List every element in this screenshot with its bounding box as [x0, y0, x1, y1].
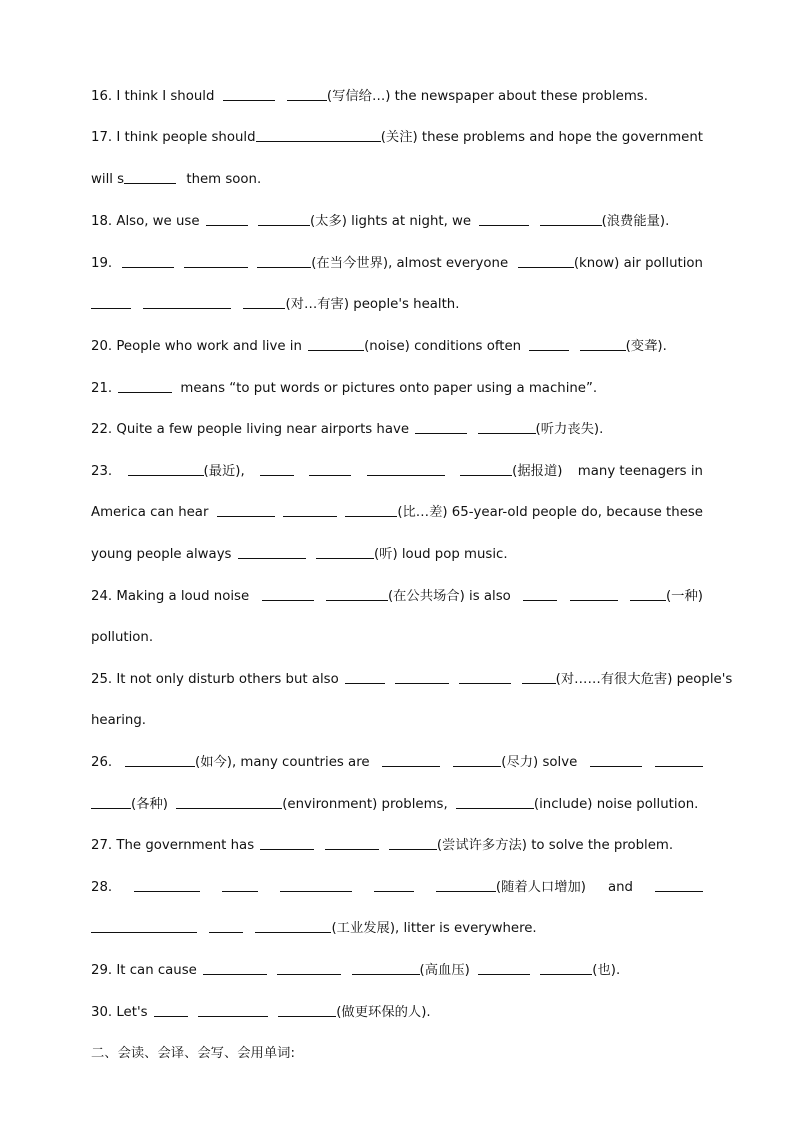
answer-blank[interactable] — [453, 753, 501, 767]
question-30-hint: (做更环保的人). — [336, 1005, 431, 1020]
answer-blank[interactable] — [277, 961, 341, 975]
question-18-prefix: 18. Also, we use — [91, 214, 200, 229]
answer-blank[interactable] — [345, 503, 397, 517]
answer-blank[interactable] — [260, 462, 294, 476]
answer-blank[interactable] — [478, 420, 536, 434]
question-27-hint: (尝试许多方法) to solve the problem. — [436, 838, 674, 853]
question-21-text: means “to put words or pictures onto paper using a machine”. — [180, 381, 598, 396]
answer-blank[interactable] — [91, 919, 197, 933]
answer-blank[interactable] — [540, 961, 592, 975]
question-17-hint: (关注) these problems and hope the government — [380, 130, 703, 145]
answer-blank[interactable] — [352, 961, 420, 975]
question-18-mid: (太多) lights at night, we — [309, 214, 472, 229]
question-24 — [91, 587, 703, 607]
question-20-hint: (变聋). — [625, 339, 667, 354]
answer-blank[interactable] — [255, 919, 331, 933]
question-17-cont-prefix: will s — [91, 172, 125, 187]
answer-blank[interactable] — [415, 420, 467, 434]
answer-blank[interactable] — [374, 878, 414, 892]
question-23-line-3 — [91, 545, 703, 565]
question-19-know: (know) air pollution — [573, 256, 703, 271]
answer-blank[interactable] — [523, 587, 557, 601]
question-19-hint: (在当今世界), almost everyone — [311, 256, 509, 271]
question-23-line-2 — [91, 503, 703, 523]
answer-blank[interactable] — [260, 836, 314, 850]
question-16 — [91, 87, 703, 107]
answer-blank[interactable] — [287, 87, 327, 101]
answer-blank[interactable] — [280, 878, 352, 892]
question-30 — [91, 1003, 703, 1023]
question-28-hint: (随着人口增加) — [495, 880, 587, 895]
answer-blank[interactable] — [217, 503, 275, 517]
question-19-prefix: 19. — [91, 256, 113, 271]
answer-blank[interactable] — [184, 254, 248, 268]
answer-blank[interactable] — [522, 670, 556, 684]
answer-blank[interactable] — [325, 836, 379, 850]
question-23-recent: (最近), — [203, 464, 245, 479]
answer-blank[interactable] — [580, 337, 626, 351]
answer-blank[interactable] — [118, 379, 172, 393]
answer-blank[interactable] — [257, 254, 311, 268]
question-19-cont-hint: (对…有害) people's health. — [285, 297, 460, 312]
answer-blank[interactable] — [478, 961, 530, 975]
question-25-prefix: 25. It not only disturb others but also — [91, 672, 339, 687]
question-26-env: (environment) problems, — [282, 797, 448, 812]
question-26-prefix: 26. — [91, 755, 113, 770]
question-26-line-2 — [91, 795, 703, 815]
question-23-l3-hint: (听) loud pop music. — [373, 547, 508, 562]
answer-blank[interactable] — [278, 1003, 336, 1017]
question-26-inc: (include) noise pollution. — [533, 797, 699, 812]
question-23-tail: many teenagers in — [577, 464, 703, 479]
question-23-l2-prefix: America can hear — [91, 505, 209, 520]
answer-blank[interactable] — [238, 545, 306, 559]
question-25-cont: hearing. — [91, 713, 147, 728]
question-23 — [91, 462, 703, 482]
answer-blank[interactable] — [389, 836, 437, 850]
question-21-prefix: 21. — [91, 381, 113, 396]
answer-blank[interactable] — [367, 462, 445, 476]
question-19-continued — [91, 295, 703, 315]
question-29-also: (也). — [592, 963, 621, 978]
question-17-prefix: 17. I think people should — [91, 130, 256, 145]
question-27 — [91, 836, 703, 856]
question-23-prefix: 23. — [91, 464, 113, 479]
question-25 — [91, 670, 733, 690]
question-26-kinds: (各种) — [131, 797, 168, 812]
answer-blank[interactable] — [91, 795, 131, 809]
answer-blank[interactable] — [317, 128, 381, 142]
question-20 — [91, 337, 703, 357]
question-26 — [91, 753, 703, 773]
answer-blank[interactable] — [630, 587, 666, 601]
question-24-hint: (在公共场合) is also — [387, 589, 511, 604]
question-23-reported: (据报道) — [512, 464, 563, 479]
answer-blank[interactable] — [206, 212, 248, 226]
answer-blank[interactable] — [655, 878, 703, 892]
question-22 — [91, 420, 703, 440]
answer-blank[interactable] — [479, 212, 529, 226]
question-24-cont: pollution. — [91, 630, 154, 645]
question-28-continued — [91, 919, 703, 939]
answer-blank[interactable] — [326, 587, 388, 601]
answer-blank[interactable] — [154, 1003, 188, 1017]
answer-blank[interactable] — [134, 878, 200, 892]
question-16-prefix: 16. I think I should — [91, 89, 215, 104]
question-27-prefix: 27. The government has — [91, 838, 255, 853]
answer-blank[interactable] — [91, 295, 131, 309]
question-24-prefix: 24. Making a loud noise — [91, 589, 250, 604]
answer-blank[interactable] — [198, 1003, 268, 1017]
answer-blank[interactable] — [209, 919, 243, 933]
question-21 — [91, 379, 703, 399]
answer-blank[interactable] — [529, 337, 569, 351]
question-29-prefix: 29. It can cause — [91, 963, 197, 978]
question-24-type: (一种) — [665, 589, 703, 604]
answer-blank[interactable] — [258, 212, 310, 226]
answer-blank[interactable] — [460, 462, 512, 476]
answer-blank[interactable] — [309, 462, 351, 476]
question-17 — [91, 128, 703, 148]
answer-blank[interactable] — [382, 753, 440, 767]
question-30-prefix: 30. Let's — [91, 1005, 148, 1020]
answer-blank[interactable] — [540, 212, 602, 226]
question-23-l3-prefix: young people always — [91, 547, 232, 562]
question-28-prefix: 28. — [91, 880, 113, 895]
question-17-continued — [91, 170, 703, 190]
question-28 — [91, 878, 703, 898]
answer-blank[interactable] — [395, 670, 449, 684]
question-19 — [91, 254, 703, 274]
answer-blank[interactable] — [128, 462, 204, 476]
question-16-hint: (写信给…) the newspaper about these problems. — [326, 89, 648, 104]
answer-blank[interactable] — [176, 795, 282, 809]
answer-blank[interactable] — [203, 961, 267, 975]
answer-blank[interactable] — [122, 254, 174, 268]
question-28-cont-hint: (工业发展), litter is everywhere. — [331, 921, 537, 936]
answer-blank[interactable] — [570, 587, 618, 601]
question-24-continued — [91, 628, 703, 648]
answer-blank[interactable] — [518, 254, 574, 268]
question-26-now: (如今), many countries are — [195, 755, 370, 770]
section-heading — [91, 1044, 703, 1064]
answer-blank[interactable] — [308, 337, 364, 351]
question-28-and: and — [607, 880, 633, 895]
question-25-hint: (对……有很大危害) people's — [555, 672, 733, 687]
answer-blank[interactable] — [143, 295, 231, 309]
answer-blank[interactable] — [345, 670, 385, 684]
answer-blank[interactable] — [124, 170, 176, 184]
question-20-mid: (noise) conditions often — [364, 339, 522, 354]
question-17-cont-suffix: them soon. — [186, 172, 262, 187]
answer-blank[interactable] — [243, 295, 285, 309]
question-23-l2-mid: (比…差) 65-year-old people do, because these — [397, 505, 703, 520]
question-26-try: (尽力) solve — [501, 755, 578, 770]
answer-blank[interactable] — [256, 128, 317, 142]
question-22-prefix: 22. Quite a few people living near airports have — [91, 422, 410, 437]
question-25-continued — [91, 711, 703, 731]
answer-blank[interactable] — [316, 545, 374, 559]
answer-blank[interactable] — [222, 878, 258, 892]
question-29-hint: (高血压) — [419, 963, 470, 978]
answer-blank[interactable] — [283, 503, 337, 517]
question-18-hint: (浪费能量). — [601, 214, 670, 229]
answer-blank[interactable] — [456, 795, 534, 809]
answer-blank[interactable] — [459, 670, 511, 684]
answer-blank[interactable] — [590, 753, 642, 767]
answer-blank[interactable] — [655, 753, 703, 767]
answer-blank[interactable] — [125, 753, 195, 767]
question-22-hint: (听力丧失). — [535, 422, 604, 437]
question-29 — [91, 961, 703, 981]
question-20-prefix: 20. People who work and live in — [91, 339, 302, 354]
section-heading-text: 二、会读、会译、会写、会用单词: — [91, 1046, 295, 1061]
answer-blank[interactable] — [223, 87, 275, 101]
question-18 — [91, 212, 703, 232]
answer-blank[interactable] — [262, 587, 314, 601]
answer-blank[interactable] — [436, 878, 496, 892]
